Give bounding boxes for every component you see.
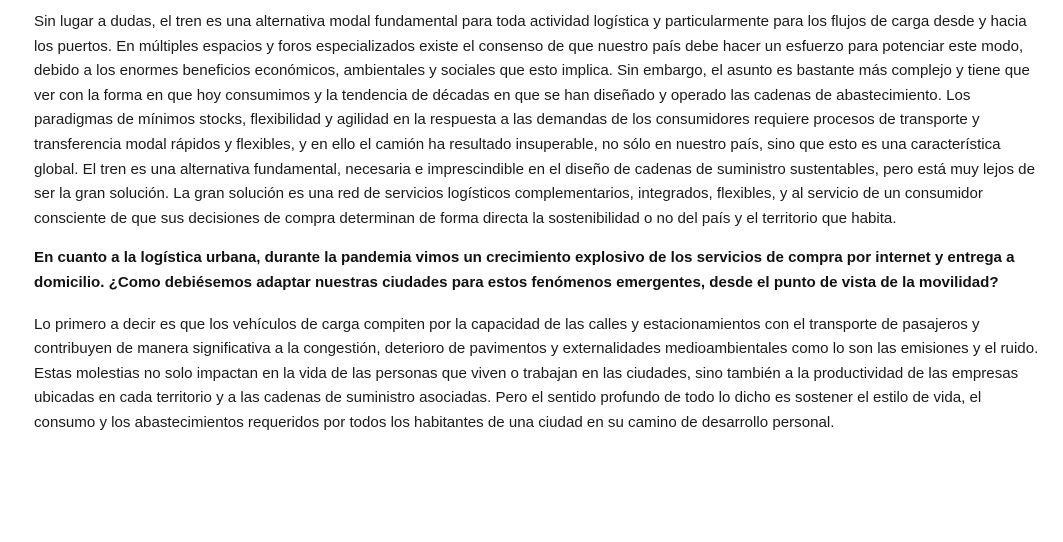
- paragraph-rail-freight: Sin lugar a dudas, el tren es una alternativa modal fundamental para toda actividad logística y particularmente para los flujos de carga desde y hacia los puertos. En múltiples espacios y foros especializados existe el consenso de que nuestro país debe hacer un esfuerzo para potenciar este modo, debido a los enormes beneficios económicos, ambientales y sociales que esto implica. Sin embargo, el asunto es bastante más complejo y tiene que ver con la forma en que hoy consumimos y la tendencia de décadas en que se han diseñado y operado las cadenas de abastecimiento. Los paradigmas de mínimos stocks, flexibilidad y agilidad en la respuesta a las demandas de los consumidores requiere procesos de transporte y transferencia modal rápidos y flexibles, y en ello el camión ha resultado insuperable, no sólo en nuestro país, sino que esto es una característica global. El tren es una alternativa fundamental, necesaria e imprescindible en el diseño de cadenas de suministro sustentables, pero está muy lejos de ser la gran solución. La gran solución es una red de servicios logísticos complementarios, integrados, flexibles, y al servicio de un consumidor consciente de que sus decisiones de compra determinan de forma directa la sostenibilidad o no del país y el territorio que habita.: [34, 13, 1035, 227]
- paragraph-urban-logistics: Lo primero a decir es que los vehículos de carga compiten por la capacidad de las calles y estacionamientos con el transporte de pasajeros y contribuyen de manera significativa a la congestión, deterioro de pavimentos y externalidades medioambientales como lo son las emisiones y el ruido. Estas molestias no solo impactan en la vida de las personas que viven o trabajan en las ciudades, sino también a la productividad de las empresas ubicadas en cada territorio y a las cadenas de suministro asociadas. Pero el sentido profundo de todo lo dicho es sostener el estilo de vida, el consumo y los abastecimientos requeridos por todos los habitantes de una ciudad en su camino de desarrollo personal.: [34, 315, 1039, 431]
- interview-question: En cuanto a la logística urbana, durante la pandemia vimos un crecimiento explosivo de los servicios de compra por internet y entrega a domicilio. ¿Como debiésemos adaptar nuestras ciudades para estos fenómenos emergentes, desde el punto de vista de la movilidad?: [34, 249, 1015, 291]
